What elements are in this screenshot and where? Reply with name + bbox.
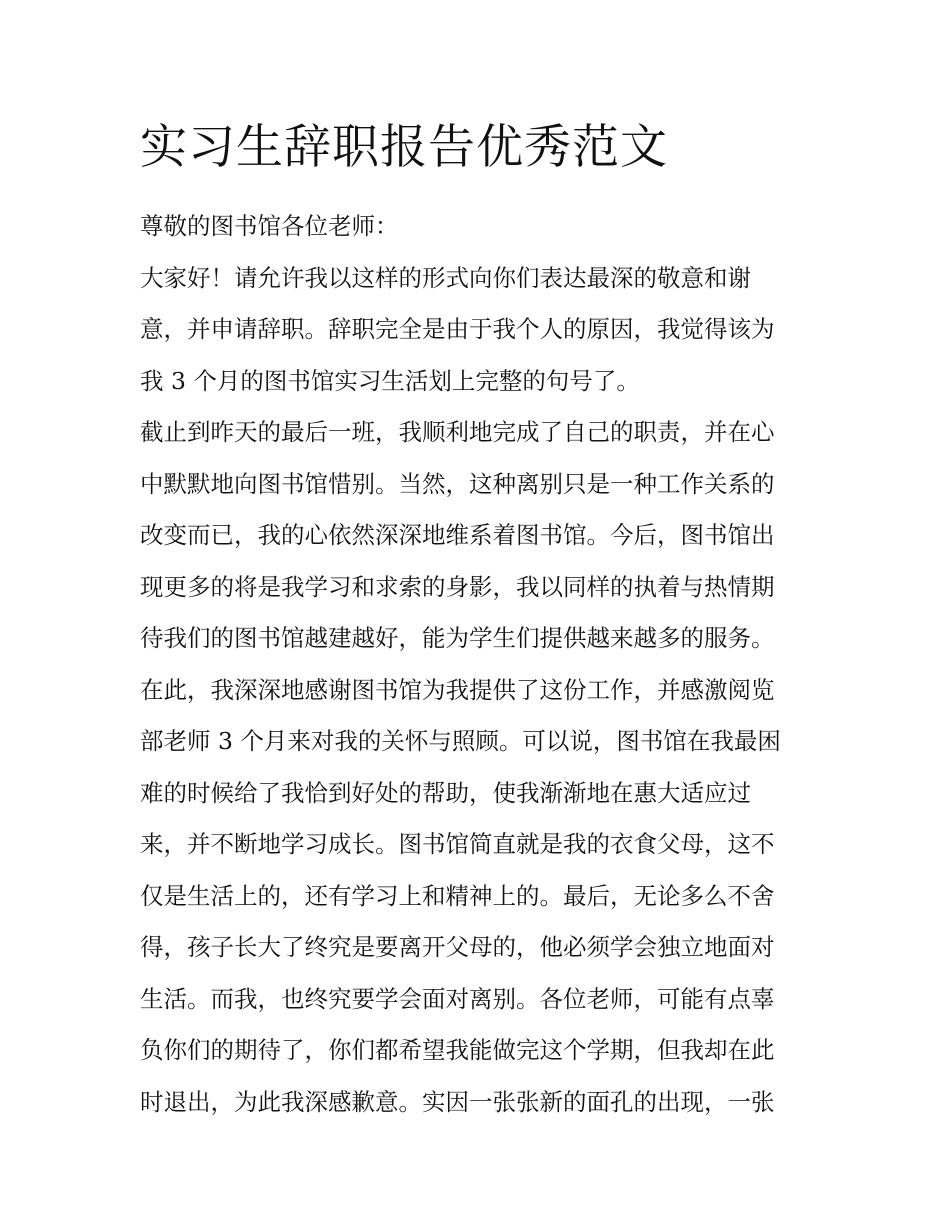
body-line: 来，并不断地学习成长。图书馆简直就是我的衣食父母，这不 (140, 830, 775, 858)
document-body (140, 201, 820, 1128)
body-line: 改变而已，我的心依然深深地维系着图书馆。今后，图书馆出 (140, 521, 775, 549)
body-line: 待我们的图书馆越建越好，能为学生们提供越来越多的服务。 (140, 624, 775, 652)
body-line: 在此，我深深地感谢图书馆为我提供了这份工作，并感激阅览 (140, 675, 775, 704)
salutation-line: 尊敬的图书馆各位老师： (140, 212, 399, 240)
body-line: 部老师 3 个月来对我的关怀与照顾。可以说，图书馆在我最困 (140, 727, 781, 755)
body-line: 中默默地向图书馆惜别。当然，这种离别只是一种工作关系的 (140, 469, 775, 498)
body-line: 仅是生活上的，还有学习上和精神上的。最后，无论多么不舍 (140, 881, 775, 910)
body-line: 负你们的期待了，你们都希望我能做完这个学期，但我却在此 (140, 1036, 775, 1064)
body-line: 截止到昨天的最后一班，我顺利地完成了自己的职责，并在心 (140, 418, 775, 446)
body-line: 我 3 个月的图书馆实习生活划上完整的句号了。 (140, 366, 640, 395)
document-title: 实习生辞职报告优秀范文 (140, 120, 668, 175)
body-line: 大家好！请允许我以这样的形式向你们表达最深的敬意和谢 (140, 263, 751, 292)
body-line: 意，并申请辞职。辞职完全是由于我个人的原因，我觉得该为 (140, 315, 775, 343)
body-line: 得，孩子长大了终究是要离开父母的，他必须学会独立地面对 (140, 933, 775, 961)
body-line: 现更多的将是我学习和求索的身影，我以同样的执着与热情期 (140, 572, 775, 601)
body-line: 难的时候给了我恰到好处的帮助，使我渐渐地在惠大适应过 (140, 778, 751, 807)
body-line: 时退出，为此我深感歉意。实因一张张新的面孔的出现，一张 (140, 1087, 775, 1116)
body-line: 生活。而我，也终究要学会面对离别。各位老师，可能有点辜 (140, 984, 775, 1013)
